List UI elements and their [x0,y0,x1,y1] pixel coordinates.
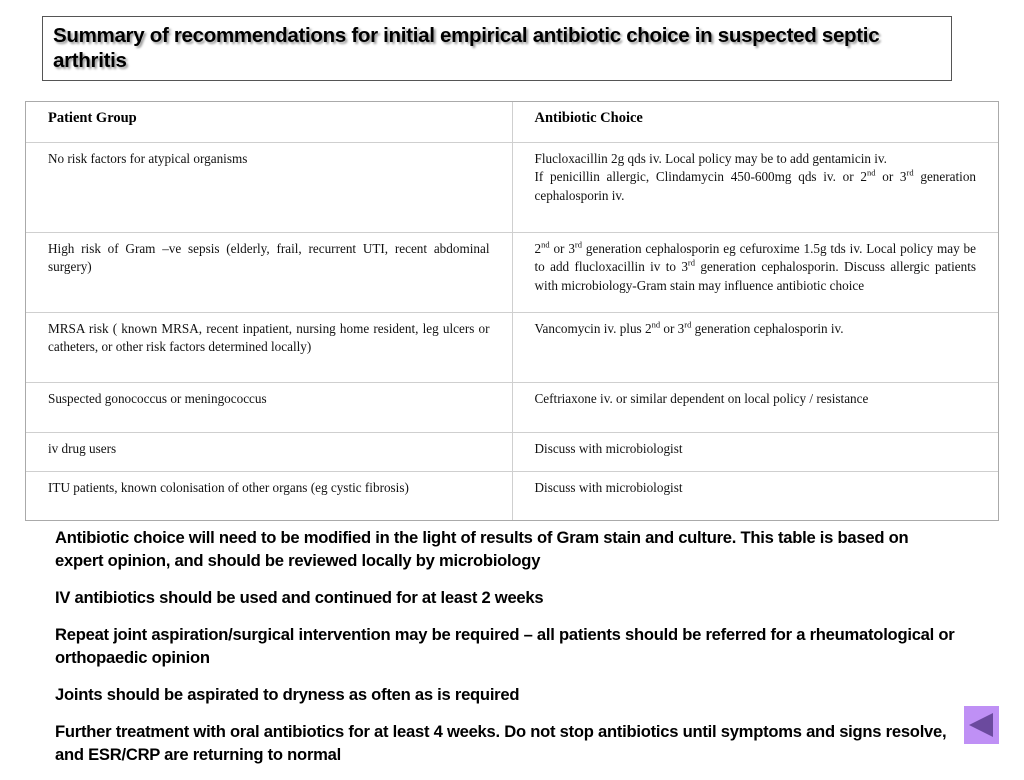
note-item: Repeat joint aspiration/surgical intervention may be required – all patients should be referred for a rheumatological or orthopaedic opinion [55,625,955,667]
ordinal-suffix: nd [651,319,661,330]
choice-text: generation cephalosporin iv. [691,320,844,336]
antibiotic-choice-cell [512,142,998,232]
note-item: IV antibiotics should be used and continued for at least 2 weeks [55,588,544,607]
recommendations-table [25,101,999,521]
header-patient-group: Patient Group [26,102,512,142]
ordinal-suffix: nd [867,167,876,178]
patient-group-cell: High risk of Gram –ve sepsis (elderly, frail, recurrent UTI, recent abdominal surgery) [26,232,512,312]
antibiotic-choice-cell [512,432,998,471]
table-row [26,312,998,382]
ordinal-suffix: rd [687,257,696,268]
antibiotic-choice-cell [512,471,998,520]
antibiotic-choice-cell [512,232,998,312]
patient-group-cell: MRSA risk ( known MRSA, recent inpatient, nursing home resident, leg ulcers or catheters, or other risk factors determined locally) [26,312,512,382]
note-item: Antibiotic choice will need to be modified in the light of results of Gram stain and culture. This table is based on expert opinion, and should be reviewed locally by microbiology [55,528,909,570]
header-antibiotic-choice: Antibiotic Choice [512,102,998,142]
ordinal-suffix: nd [541,239,550,250]
note-item: Further treatment with oral antibiotics for at least 4 weeks. Do not stop antibiotics until symptoms and signs resolve, and ESR/CRP are returning to normal [55,722,947,764]
patient-group-cell: ITU patients, known colonisation of other organs (eg cystic fibrosis) [26,471,512,520]
choice-text: Flucloxacillin 2g qds iv. Local policy may be to add gentamicin iv. [534,150,887,166]
choice-text: generation cephalosporin. Discuss allergic patients with microbiology-Gram stain may influence antibiotic choice [534,259,976,293]
choice-text: or 3 [660,320,685,336]
choice-text: Discuss with microbiologist [534,440,683,456]
choice-text: If penicillin allergic, Clindamycin 450-600mg qds iv. or 2 [534,169,867,184]
antibiotic-choice-cell [512,312,998,382]
ordinal-suffix: rd [684,319,692,330]
slide-title: Summary of recommendations for initial empirical antibiotic choice in suspected septic arthritis [53,24,880,72]
patient-group-cell: iv drug users [26,432,512,471]
choice-text: Discuss with microbiologist [534,479,683,495]
choice-text: generation cephalosporin iv. [534,169,977,203]
notes-list [55,526,955,780]
choice-text: 2 [534,240,542,256]
table-row [26,432,998,471]
ordinal-suffix: rd [574,239,583,250]
title-box [42,16,952,81]
table-row [26,471,998,520]
table-header-row [26,102,998,142]
table-row [26,142,998,232]
choice-text: generation cephalosporin eg cefuroxime 1.5g tds iv. Local policy may be to add flucloxacillin iv to 3 [534,240,976,274]
patient-group-cell: No risk factors for atypical organisms [26,142,512,232]
choice-text: Ceftriaxone iv. or similar dependent on local policy / resistance [534,390,869,406]
triangle-left-icon [964,706,999,744]
choice-text: or 3 [549,240,575,256]
note-item: Joints should be aspirated to dryness as often as is required [55,685,520,704]
antibiotic-choice-cell [512,382,998,432]
previous-slide-button[interactable] [964,706,999,744]
table-row [26,232,998,312]
choice-text: Vancomycin iv. plus 2 [534,320,652,336]
choice-text: or 3 [875,169,907,184]
ordinal-suffix: rd [906,167,914,178]
table-row [26,382,998,432]
patient-group-cell: Suspected gonococcus or meningococcus [26,382,512,432]
